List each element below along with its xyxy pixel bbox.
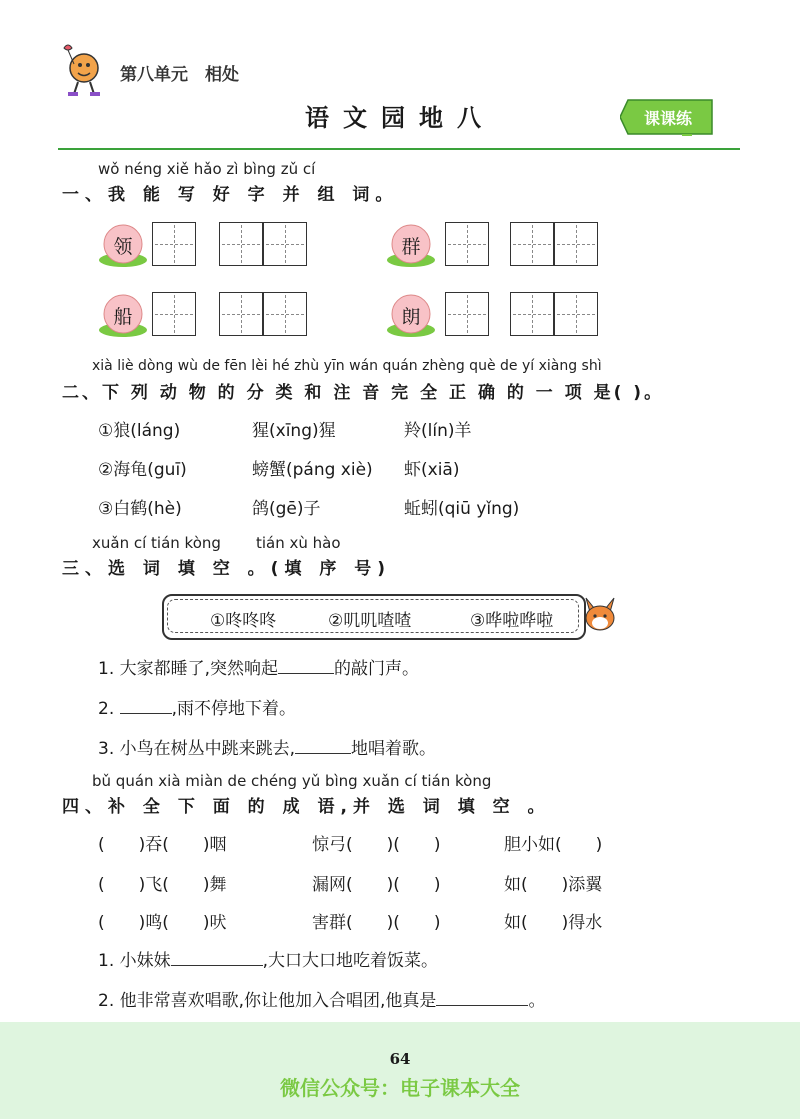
q2-cell: 蚯蚓(qiū yǐng) bbox=[404, 499, 520, 519]
q2-option-1: ①狼(láng) bbox=[98, 421, 181, 441]
cartoon-mascot-icon bbox=[56, 40, 108, 100]
q3-sentence-2 bbox=[98, 694, 296, 719]
idiom-cell: ( )飞( )舞 bbox=[98, 875, 227, 895]
q3-sentence-3 bbox=[98, 734, 436, 759]
word-option-2: ②叽叽喳喳 bbox=[328, 611, 412, 631]
word-option-1: ①咚咚咚 bbox=[210, 611, 277, 631]
page-title: 语文园地八 bbox=[305, 104, 495, 132]
q2-cell: 猩(xīng)猩 bbox=[252, 421, 336, 441]
badge-label: 课课练 bbox=[644, 109, 693, 128]
q3-s2-post: ,雨不停地下着。 bbox=[171, 699, 297, 719]
q3-s2-pre: 2. bbox=[98, 699, 115, 719]
char-lang: 朗 bbox=[401, 306, 421, 328]
q2-cell: 螃蟹(páng xiè) bbox=[252, 460, 373, 480]
q4-sentence-1 bbox=[98, 946, 438, 971]
q3-s3-pre: 3. 小鸟在树丛中跳来跳去, bbox=[98, 739, 296, 759]
char-ling: 领 bbox=[113, 236, 133, 258]
blank-line[interactable] bbox=[278, 672, 334, 674]
q4-s2-pre: 2. 他非常喜欢唱歌,你让他加入合唱团,他真是 bbox=[98, 991, 437, 1011]
q4-sentence-2 bbox=[98, 986, 545, 1011]
header-divider bbox=[58, 148, 740, 150]
unit-label: 第八单元 相处 bbox=[120, 65, 239, 85]
tianzige-box[interactable] bbox=[510, 292, 554, 336]
blank-line[interactable] bbox=[120, 712, 172, 714]
page-number: 64 bbox=[389, 1050, 411, 1068]
idiom-cell: 胆小如( ) bbox=[504, 835, 603, 855]
q1-heading: 一、我 能 写 好 字 并 组 词。 bbox=[62, 185, 399, 205]
tianzige-box[interactable] bbox=[445, 292, 489, 336]
q3-s1-pre: 1. 大家都睡了,突然响起 bbox=[98, 659, 279, 679]
tianzige-box[interactable] bbox=[263, 292, 307, 336]
char-chuan: 船 bbox=[113, 306, 133, 328]
blank-line[interactable] bbox=[171, 964, 263, 966]
blank-line[interactable] bbox=[436, 1004, 528, 1006]
q1-pinyin: wǒ néng xiě hǎo zì bìng zǔ cí bbox=[98, 160, 316, 178]
tianzige-box[interactable] bbox=[510, 222, 554, 266]
q4-s2-post: 。 bbox=[528, 991, 546, 1011]
q2-option-2: ②海龟(guī) bbox=[98, 460, 187, 480]
idiom-cell: ( )鸣( )吠 bbox=[98, 913, 227, 933]
q4-s1-pre: 1. 小妹妹 bbox=[98, 951, 171, 971]
tianzige-box[interactable] bbox=[219, 292, 263, 336]
idiom-cell: ( )吞( )咽 bbox=[98, 835, 227, 855]
tianzige-box[interactable] bbox=[554, 292, 598, 336]
q2-cell: 羚(lín)羊 bbox=[404, 421, 472, 441]
q3-heading: 三、选 词 填 空 。(填 序 号) bbox=[62, 559, 392, 579]
q2-heading: 二、下 列 动 物 的 分 类 和 注 音 完 全 正 确 的 一 项 是( )。 bbox=[62, 383, 665, 403]
q2-option-3: ③白鹤(hè) bbox=[98, 499, 182, 519]
idiom-cell: 如( )得水 bbox=[504, 913, 603, 933]
q2-cell: 虾(xiā) bbox=[404, 460, 460, 480]
footer-band bbox=[0, 1022, 800, 1119]
tianzige-box[interactable] bbox=[152, 222, 196, 266]
q4-s1-post: ,大口大口地吃着饭菜。 bbox=[262, 951, 439, 971]
q3-pinyin: xuǎn cí tián kòng bbox=[92, 534, 221, 552]
idiom-cell: 如( )添翼 bbox=[504, 875, 603, 895]
wechat-watermark: 微信公众号：电子课本大全 bbox=[280, 1076, 520, 1100]
word-option-3: ③哗啦哗啦 bbox=[470, 611, 554, 631]
q4-pinyin: bǔ quán xià miàn de chéng yǔ bìng xuǎn cí tián kòng bbox=[92, 772, 492, 790]
q2-pinyin: xià liè dòng wù de fēn lèi hé zhù yīn wán quán zhèng què de yí xiàng shì bbox=[92, 358, 602, 374]
fox-icon bbox=[580, 590, 620, 640]
idiom-cell: 惊弓( )( ) bbox=[312, 835, 441, 855]
tianzige-box[interactable] bbox=[152, 292, 196, 336]
q4-heading: 四、补 全 下 面 的 成 语,并 选 词 填 空 。 bbox=[62, 797, 551, 817]
idiom-cell: 漏网( )( ) bbox=[312, 875, 441, 895]
tianzige-box[interactable] bbox=[554, 222, 598, 266]
tianzige-box[interactable] bbox=[219, 222, 263, 266]
blank-line[interactable] bbox=[295, 752, 351, 754]
idiom-cell: 害群( )( ) bbox=[312, 913, 441, 933]
tianzige-box[interactable] bbox=[263, 222, 307, 266]
char-qun: 群 bbox=[401, 236, 421, 258]
q3-s3-post: 地唱着歌。 bbox=[351, 739, 437, 759]
tianzige-box[interactable] bbox=[445, 222, 489, 266]
q3-sentence-1 bbox=[98, 654, 419, 679]
q3-s1-post: 的敲门声。 bbox=[334, 659, 420, 679]
q2-cell: 鸽(gē)子 bbox=[252, 499, 321, 519]
q3-pinyin: tián xù hào bbox=[256, 534, 341, 552]
